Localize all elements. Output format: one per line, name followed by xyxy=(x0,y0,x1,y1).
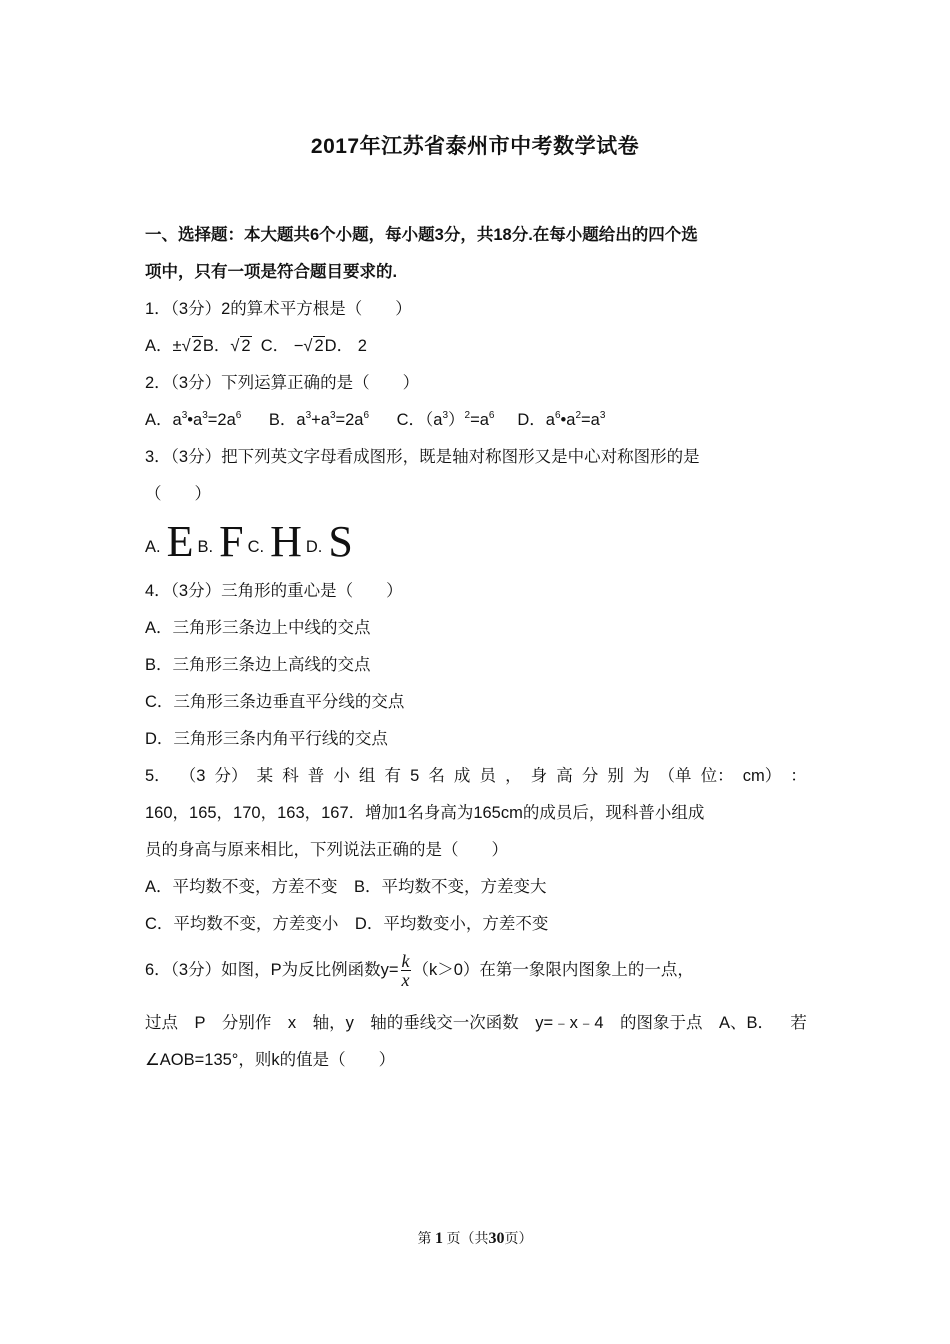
option-b: B．$a^3+a^3=2a^6$ xyxy=(268,410,370,429)
question-6-prefix: 6．（3分）如图，P为反比例函数y= xyxy=(145,961,399,979)
question-5-line-1 xyxy=(145,765,807,787)
option-d-label: D． xyxy=(324,337,354,355)
question-5-text-segment: （单 xyxy=(658,767,692,785)
question-6-text-segment: x xyxy=(287,1014,297,1032)
question-5-options-cd: C．平均数不变，方差变小 D．平均数变小，方差不变 xyxy=(145,915,549,933)
minus-sign: − xyxy=(293,337,304,355)
sqrt-symbol: √ 2 xyxy=(181,337,202,355)
question-6-line-3: ∠AOB=135°，则k的值是（ ） xyxy=(145,1051,396,1069)
question-5-text-segment: 身 xyxy=(530,767,548,785)
question-4-option-b: B．三角形三条边上高线的交点 xyxy=(145,656,371,674)
sqrt-symbol: √ 2 xyxy=(230,337,251,355)
question-5-text-segment: （3 xyxy=(179,767,206,785)
option-c: C．$(a^3)^2=a^6$ xyxy=(396,410,495,429)
question-6-line-2 xyxy=(145,1012,807,1034)
question-1-stem: 1．（3分）2的算术平方根是（ ） xyxy=(145,300,412,318)
question-5-text-segment: ， xyxy=(505,767,522,785)
question-5-text-segment: 高 xyxy=(556,767,573,785)
question-5-text-segment: 5． xyxy=(145,767,171,785)
question-4-option-d: D．三角形三条内角平行线的交点 xyxy=(145,730,388,748)
option-a-label: A. xyxy=(145,538,161,556)
question-5-text-segment: 分） xyxy=(214,767,248,785)
question-6-suffix: （k＞0）在第一象限内图象上的一点， xyxy=(412,961,694,979)
letter-s-figure: S xyxy=(328,517,353,566)
question-6-text-segment: 过点 xyxy=(145,1014,178,1032)
question-5-line-2: 160，165，170，163，167．增加1名身高为165cm的成员后，现科普小组成 xyxy=(145,804,705,822)
option-d: D．$a^6•a^2=a^3$ xyxy=(517,410,606,429)
option-d-label: D. xyxy=(305,538,323,556)
plus-minus-sign: ± xyxy=(172,337,182,355)
option-a-label: A． xyxy=(145,337,173,355)
letter-h-figure: H xyxy=(270,517,302,566)
question-5-text-segment: 分 xyxy=(581,767,599,785)
question-6-text-segment: 的图象于点 xyxy=(620,1014,703,1032)
question-5-text-segment: cm） xyxy=(742,767,782,785)
question-1-options xyxy=(145,335,367,357)
question-5-text-segment: ： xyxy=(790,767,807,785)
question-5-text-segment: 有 xyxy=(384,767,401,785)
question-6-text-segment: P xyxy=(194,1014,206,1032)
section-heading-line-1: 一、选择题：本大题共6个小题，每小题3分，共18分.在每小题给出的四个选 xyxy=(145,226,698,244)
question-6-text-segment: A、B． xyxy=(718,1014,774,1032)
question-6-line-1 xyxy=(145,950,694,990)
question-3-stem: 3．（3分）把下列英文字母看成图形，既是轴对称图形又是中心对称图形的是 xyxy=(145,448,700,466)
option-b-label: B． xyxy=(202,337,231,355)
question-3-paren: （ ） xyxy=(145,485,211,503)
question-5-text-segment: 为 xyxy=(632,767,650,785)
question-4-option-a: A．三角形三条边上中线的交点 xyxy=(145,619,371,637)
option-d-value: 2 xyxy=(357,337,367,355)
question-5-text-segment: 组 xyxy=(358,767,376,785)
letter-f-figure: F xyxy=(219,517,244,566)
question-6-text-segment: 分别作 xyxy=(221,1014,272,1032)
option-a: A．$a^3•a^3=2a^6$ xyxy=(145,410,242,429)
question-5-text-segment: 别 xyxy=(607,767,624,785)
option-c-label: C. xyxy=(247,538,265,556)
question-5-text-segment: 科 xyxy=(282,767,299,785)
question-5-text-segment: 小 xyxy=(333,767,350,785)
letter-e-figure: E xyxy=(166,517,194,566)
question-5-options-ab: A．平均数不变，方差不变 B．平均数不变，方差变大 xyxy=(145,878,547,896)
question-5-text-segment: 普 xyxy=(307,767,325,785)
question-5-text-segment: 某 xyxy=(256,767,274,785)
question-2-options xyxy=(145,409,605,431)
question-5-text-segment: 成 xyxy=(453,767,471,785)
question-6-text-segment: 轴，y xyxy=(312,1014,354,1032)
question-5-text-segment: 名 xyxy=(428,767,445,785)
question-6-text-segment: 若 xyxy=(790,1014,807,1032)
question-5-text-segment: 位： xyxy=(700,767,734,785)
question-4-option-c: C．三角形三条边垂直平分线的交点 xyxy=(145,693,405,711)
question-3-options xyxy=(145,517,357,569)
option-c-label: C． xyxy=(260,337,290,355)
total-pages: 30 xyxy=(488,1230,505,1247)
question-5-text-segment: 员 xyxy=(479,767,496,785)
fraction-k-over-x: $\frac{k}{x}$ xyxy=(401,951,410,991)
question-5-line-3: 员的身高与原来相比，下列说法正确的是（ ） xyxy=(145,841,508,859)
question-6-text-segment: y=﹣x﹣4 xyxy=(535,1014,604,1032)
section-heading-line-2: 项中，只有一项是符合题目要求的. xyxy=(145,263,398,281)
question-5-text-segment: 5 xyxy=(410,767,420,785)
page-footer: 第 1 页（共30页） xyxy=(417,1230,533,1247)
option-b-label: B. xyxy=(197,538,214,556)
page-number: 1 xyxy=(435,1230,443,1247)
page-title: 2017年江苏省泰州市中考数学试卷 xyxy=(310,135,640,158)
sqrt-symbol: √ 2 xyxy=(303,337,324,355)
question-2-stem: 2．（3分）下列运算正确的是（ ） xyxy=(145,374,420,392)
question-6-text-segment: 轴的垂线交一次函数 xyxy=(370,1014,519,1032)
question-4-stem: 4．（3分）三角形的重心是（ ） xyxy=(145,582,403,600)
